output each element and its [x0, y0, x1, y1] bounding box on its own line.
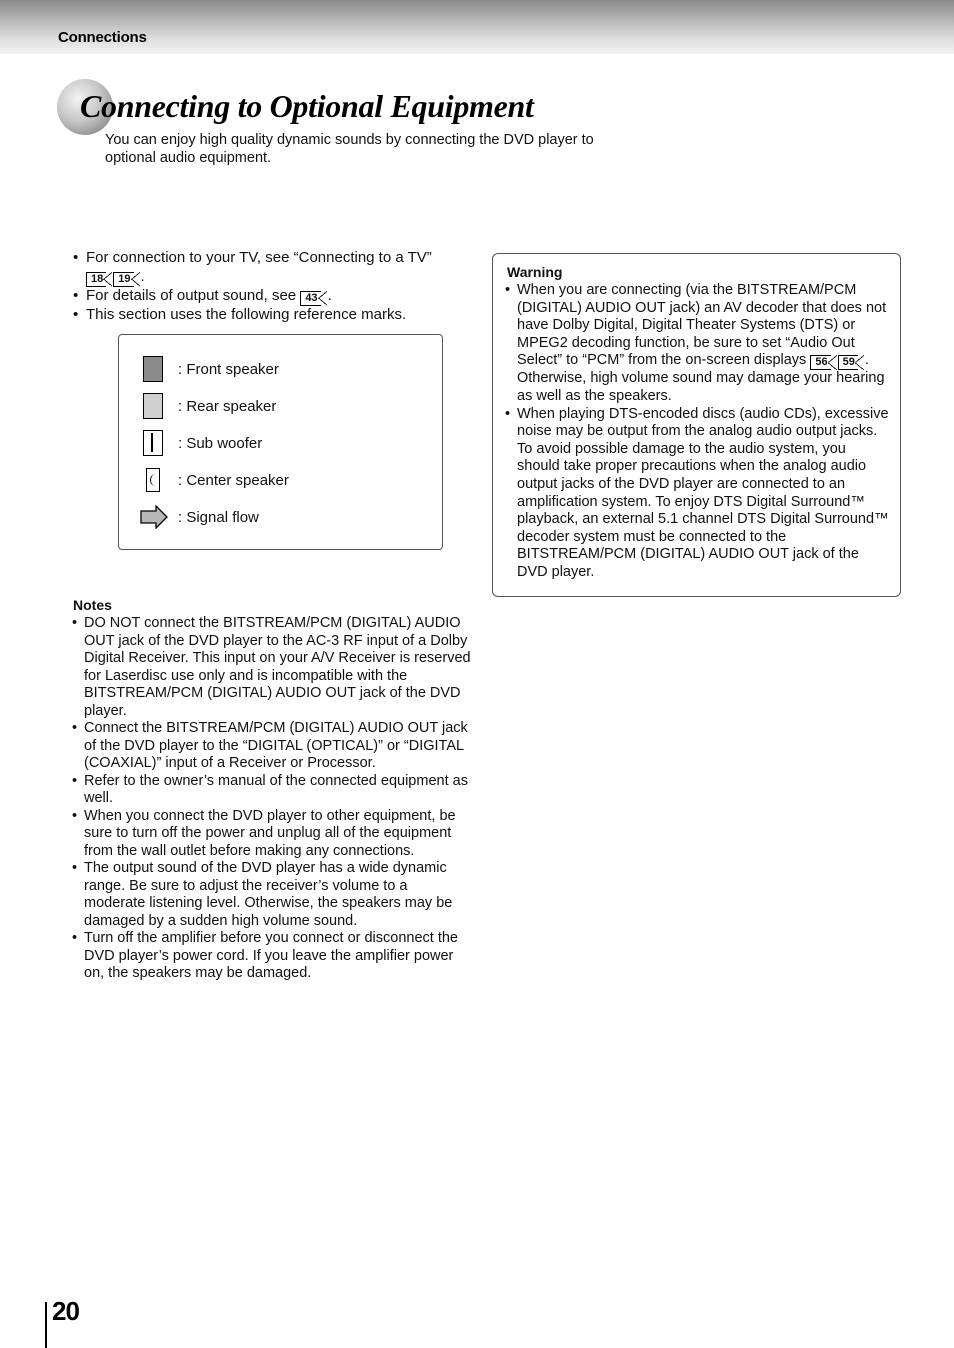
section-label: Connections: [58, 29, 147, 46]
front-speaker-icon: [143, 356, 163, 382]
notes-heading: Notes: [73, 597, 112, 613]
warning-item: • When playing DTS-encoded discs (audio CDs), excessive noise may be output from the analog audio output jacks. To avoid possible damage to the audio system, you should take proper precautions when the analog audio output jacks of the DVD player are connected to an amplification system. To enjoy DTS Digital Surround™ playback, an external 5.1 channel DTS Digital Surround™ decoder system must be connected to the BITSTREAM/PCM (DIGITAL) AUDIO OUT jack of the DVD player.: [505, 406, 890, 582]
page-ref-badge[interactable]: 19: [113, 272, 133, 287]
sub-woofer-icon: [143, 430, 163, 456]
page-number: 20: [52, 1296, 79, 1326]
warning-item-end: . Otherwise, high volume sound may damage your hearing as well as the speakers.: [517, 352, 885, 404]
intro-text: You can enjoy high quality dynamic sounds by connecting the DVD player to optional audio equipment.: [105, 132, 594, 166]
warning-heading: Warning: [507, 264, 563, 280]
legend-row-signal: [119, 504, 442, 534]
bullet-marks-text: This section uses the following reference marks.: [86, 305, 407, 323]
note-item: • When you connect the DVD player to other equipment, be sure to turn off the power and unplug all of the equipment from the wall outlet before making any connections.: [72, 808, 472, 861]
legend-label: : Rear speaker: [178, 398, 277, 415]
note-item: • Connect the BITSTREAM/PCM (DIGITAL) AUDIO OUT jack of the DVD player to the “DIGITAL (OPTICAL)” or “DIGITAL (COAXIAL)” input of a Receiver or Processor.: [72, 720, 472, 773]
legend-row-rear: [119, 393, 442, 423]
notes-list: [72, 615, 472, 983]
page-ref-badge[interactable]: 56: [810, 355, 830, 370]
page-ref-badge[interactable]: 59: [838, 355, 858, 370]
legend-label: : Signal flow: [178, 509, 259, 526]
page-ref-badge[interactable]: 18: [86, 272, 106, 287]
legend-label: : Front speaker: [178, 361, 279, 378]
reference-marks-legend: [118, 334, 443, 550]
bullet-sound-text: For details of output sound, see: [86, 286, 297, 304]
warning-item: [505, 282, 890, 406]
signal-flow-arrow-icon: [140, 505, 168, 529]
legend-row-center: [119, 467, 442, 497]
bullet-tv-text: For connection to your TV, see “Connecting to a TV”: [86, 249, 432, 266]
note-item: • The output sound of the DVD player has a wide dynamic range. Be sure to adjust the receiver’s volume to a moderate listening level. Otherwise, the speakers may be damaged by a sudden high volume sound.: [72, 860, 472, 930]
warning-list: [505, 282, 890, 582]
page-title: Connecting to Optional Equipment: [80, 88, 534, 124]
legend-label: : Sub woofer: [178, 435, 263, 452]
bullet-output-sound: [73, 287, 473, 306]
rear-speaker-icon: [143, 393, 163, 419]
bullet-tv-connection: [73, 249, 473, 287]
legend-row-sub: [119, 430, 442, 460]
page-ref-badge[interactable]: 43: [300, 291, 320, 306]
bullet-sound-end: .: [327, 286, 332, 304]
page-number-rule: [45, 1302, 47, 1348]
bullet-tv-end: .: [140, 267, 145, 285]
reference-bullets: [73, 249, 473, 325]
note-item: • DO NOT connect the BITSTREAM/PCM (DIGITAL) AUDIO OUT jack of the DVD player to the AC-3 RF input of a Dolby Digital Receiver. This input on your A/V Receiver is reserved for Laserdisc use only and is incompatible with the BITSTREAM/PCM (DIGITAL) AUDIO OUT jack of the DVD player.: [72, 615, 472, 720]
center-speaker-icon: [146, 468, 160, 492]
legend-label: : Center speaker: [178, 472, 289, 489]
legend-row-front: [119, 356, 442, 386]
note-item: • Refer to the owner’s manual of the connected equipment as well.: [72, 773, 472, 808]
note-item: • Turn off the amplifier before you connect or disconnect the DVD player’s power cord. If you leave the amplifier power on, the speakers may be damaged.: [72, 930, 472, 983]
warning-box: [492, 253, 901, 597]
bullet-reference-marks: [73, 306, 473, 325]
warning-item-text: When you are connecting (via the BITSTREAM/PCM (DIGITAL) AUDIO OUT jack) an AV decoder that does not have Dolby Digital, Digital Theater Systems (DTS) or MPEG2 decoding function, be sure to set “Audio Out Select” to “PCM” from the on-screen displays: [517, 282, 887, 369]
